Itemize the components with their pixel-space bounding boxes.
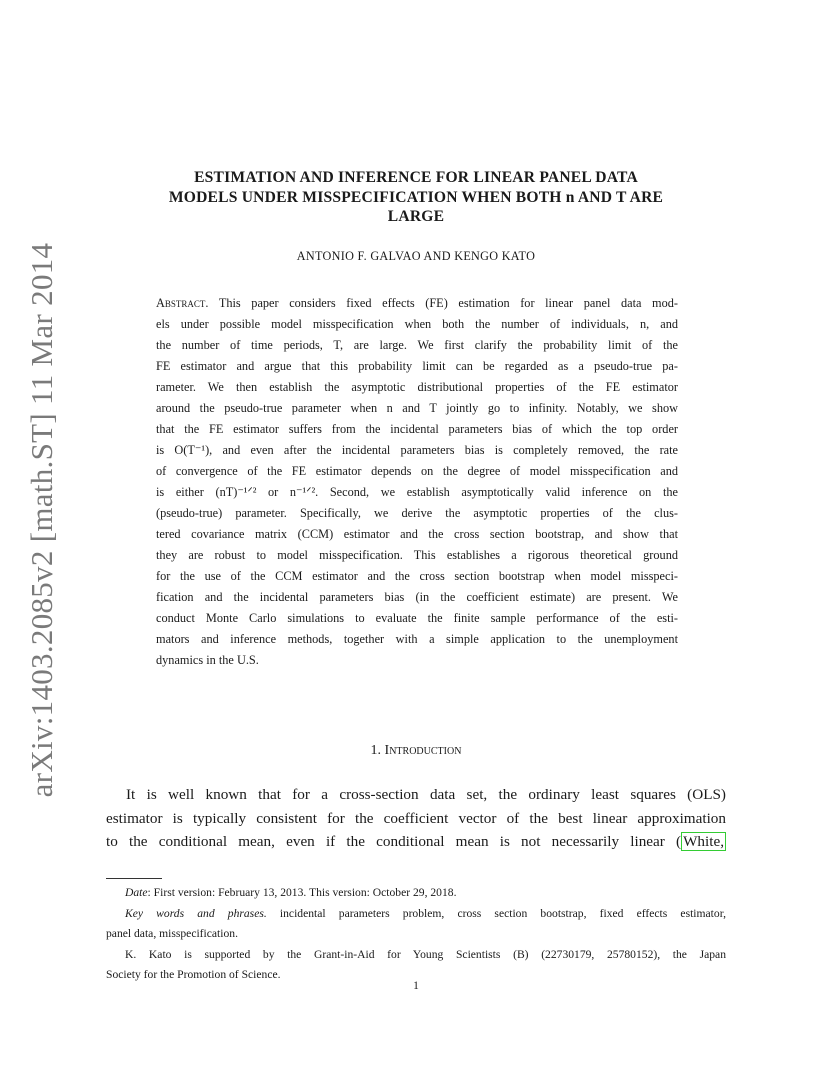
body-paragraph bbox=[106, 783, 726, 854]
footnote-funding: K. Kato is supported by the Grant-in-Aid for Young Scientists (B) (22730179, 25780152), the Japan bbox=[125, 947, 726, 961]
abstract-line: is O(T⁻¹), and even after the incidental parameters bias is completely removed, the rate bbox=[156, 443, 678, 457]
abstract-line: for the use of the CCM estimator and the cross section bootstrap when model misspeci- bbox=[156, 569, 678, 583]
section-title: Introduction bbox=[384, 743, 462, 758]
abstract-line: that the FE estimator suffers from the incidental parameters bias of which the top order bbox=[156, 422, 678, 436]
body-line: to the conditional mean, even if the conditional mean is not necessarily linear ( White, bbox=[106, 833, 724, 850]
abstract-line: (pseudo-true) parameter. Specifically, we derive the asymptotic properties of the clus- bbox=[156, 506, 678, 520]
title-line-1: ESTIMATION AND INFERENCE FOR LINEAR PANEL DATA bbox=[194, 169, 638, 186]
abstract-line: tered covariance matrix (CCM) estimator and the cross section bootstrap, and show that bbox=[156, 527, 678, 541]
abstract-line: rameter. We then establish the asymptotic distributional properties of the FE estimator bbox=[156, 380, 678, 394]
citation-link[interactable]: White, bbox=[683, 833, 724, 850]
abstract-line: is either (nT)⁻¹ᐟ² or n⁻¹ᐟ². Second, we establish asymptotically valid inference on the bbox=[156, 485, 678, 499]
abstract-line: els under possible model misspecification when both the number of individuals, n, and bbox=[156, 317, 678, 331]
footnote-funding-cont: Society for the Promotion of Science. bbox=[106, 968, 281, 981]
title-line-2: MODELS UNDER MISSPECIFICATION WHEN BOTH n AND T ARE bbox=[168, 188, 664, 206]
body-line: estimator is typically consistent for the coefficient vector of the best linear approximation bbox=[106, 809, 726, 827]
arxiv-identifier-stamp: arXiv:1403.2085v2 [math.ST] 11 Mar 2014 bbox=[24, 242, 59, 798]
abstract-line: of convergence of the FE estimator depends on the degree of model misspecification and bbox=[156, 464, 678, 478]
paper-title bbox=[100, 168, 732, 227]
section-heading bbox=[100, 743, 732, 759]
author-list: ANTONIO F. GALVAO AND KENGO KATO bbox=[296, 249, 536, 263]
title-line-3: LARGE bbox=[387, 208, 445, 225]
footnote-divider bbox=[106, 878, 162, 879]
footnote-date: Date: First version: February 13, 2013. This version: October 29, 2018. bbox=[125, 886, 457, 899]
abstract-line: conduct Monte Carlo simulations to evaluate the finite sample performance of the esti- bbox=[156, 611, 678, 625]
section-number: 1. bbox=[370, 743, 382, 758]
abstract-line: mators and inference methods, together with a simple application to the unemployment bbox=[156, 632, 678, 646]
abstract-line: FE estimator and argue that this probability limit can be regarded as a pseudo-true pa- bbox=[156, 359, 678, 373]
abstract-line: the number of time periods, T, are large. We first clarify the probability limit of the bbox=[156, 338, 678, 352]
footnote-keywords: Key words and phrases. incidental parameters problem, cross section bootstrap, fixed effects estimator, bbox=[125, 906, 726, 920]
footnote-keywords-cont: panel data, misspecification. bbox=[106, 927, 238, 940]
abstract-line: they are robust to model misspecification. This establishes a rigorous theoretical ground bbox=[156, 548, 678, 562]
abstract bbox=[156, 293, 678, 671]
abstract-line: fication and the incidental parameters bias (in the coefficient estimate) are present. We bbox=[156, 590, 678, 604]
abstract-label: Abstract. bbox=[156, 296, 209, 310]
page-number: 1 bbox=[413, 980, 419, 992]
body-line: It is well known that for a cross-section data set, the ordinary least squares (OLS) bbox=[126, 786, 726, 803]
abstract-line: around the pseudo-true parameter when n and T jointly go to infinity. Notably, we show bbox=[156, 401, 678, 415]
abstract-line: Abstract. This paper considers fixed effects (FE) estimation for linear panel data mod- bbox=[156, 296, 678, 310]
abstract-line: dynamics in the U.S. bbox=[156, 653, 259, 667]
footnotes bbox=[106, 883, 726, 986]
